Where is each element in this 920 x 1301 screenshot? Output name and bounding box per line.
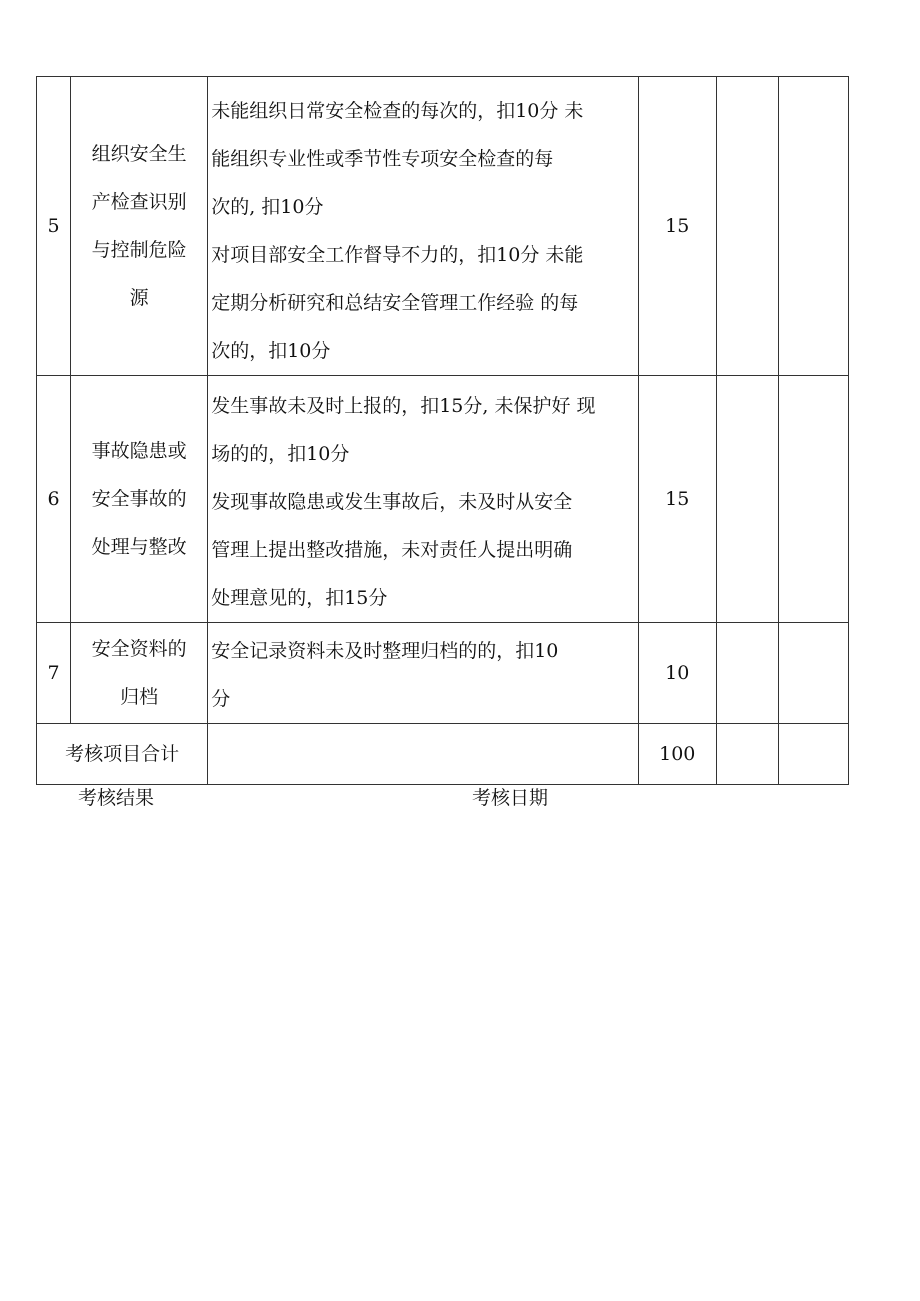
item-line: 事故隐患或 [91, 440, 187, 462]
item-line: 组织安全生 [91, 143, 187, 165]
assessment-criteria [208, 623, 639, 724]
criteria-line: 能组织专业性或季节性专项安全检查的每 [211, 148, 554, 170]
criteria-line: 对项目部安全工作督导不力的，扣10分 未能 [211, 244, 584, 266]
total-deduction-cell [716, 724, 778, 785]
total-actual-score-cell [778, 724, 848, 785]
criteria-line: 发现事故隐患或发生事故后，未及时从安全 [211, 491, 573, 513]
criteria-line: 定期分析研究和总结安全管理工作经验 的每 [211, 292, 579, 314]
row-number: 6 [37, 376, 71, 623]
assessment-item [71, 623, 208, 724]
assessment-date-label: 考核日期 [472, 787, 549, 809]
criteria-line: 分 [211, 688, 231, 710]
criteria-line: 场的的，扣10分 [211, 443, 350, 465]
total-criteria-cell [208, 724, 639, 785]
item-line: 安全资料的 [91, 638, 187, 660]
item-line: 与控制危险 [91, 239, 187, 261]
table-row [37, 376, 849, 623]
criteria-line: 次的，扣10分 [211, 340, 331, 362]
assessment-item [71, 77, 208, 376]
deduction-cell [716, 77, 778, 376]
assessment-sheet [36, 76, 849, 785]
item-line: 产检查识别 [91, 191, 187, 213]
total-label: 考核项目合计 [37, 724, 208, 785]
item-line: 源 [129, 287, 149, 309]
criteria-line: 发生事故未及时上报的，扣15分, 未保护好 现 [211, 395, 596, 417]
actual-score-cell [778, 376, 848, 623]
criteria-line: 次的, 扣10分 [211, 196, 324, 218]
assessment-criteria [208, 376, 639, 623]
deduction-cell [716, 376, 778, 623]
criteria-line: 未能组织日常安全检查的每次的，扣10分 未 [211, 100, 584, 122]
item-line: 归档 [120, 686, 159, 708]
assessment-result-label: 考核结果 [78, 787, 155, 809]
row-number: 7 [37, 623, 71, 724]
row-number: 5 [37, 77, 71, 376]
score-cell: 15 [638, 376, 716, 623]
table-row [37, 77, 849, 376]
assessment-table [36, 76, 849, 785]
assessment-item [71, 376, 208, 623]
criteria-line: 管理上提出整改措施，未对责任人提出明确 [211, 539, 573, 561]
criteria-line: 处理意见的，扣15分 [211, 587, 388, 609]
actual-score-cell [778, 623, 848, 724]
item-line: 安全事故的 [91, 488, 187, 510]
score-cell: 10 [638, 623, 716, 724]
deduction-cell [716, 623, 778, 724]
score-cell: 15 [638, 77, 716, 376]
table-row [37, 623, 849, 724]
total-row [37, 724, 849, 785]
criteria-line: 安全记录资料未及时整理归档的的，扣10 [211, 640, 559, 662]
item-line: 处理与整改 [91, 536, 187, 558]
assessment-criteria [208, 77, 639, 376]
total-score: 100 [638, 724, 716, 785]
actual-score-cell [778, 77, 848, 376]
